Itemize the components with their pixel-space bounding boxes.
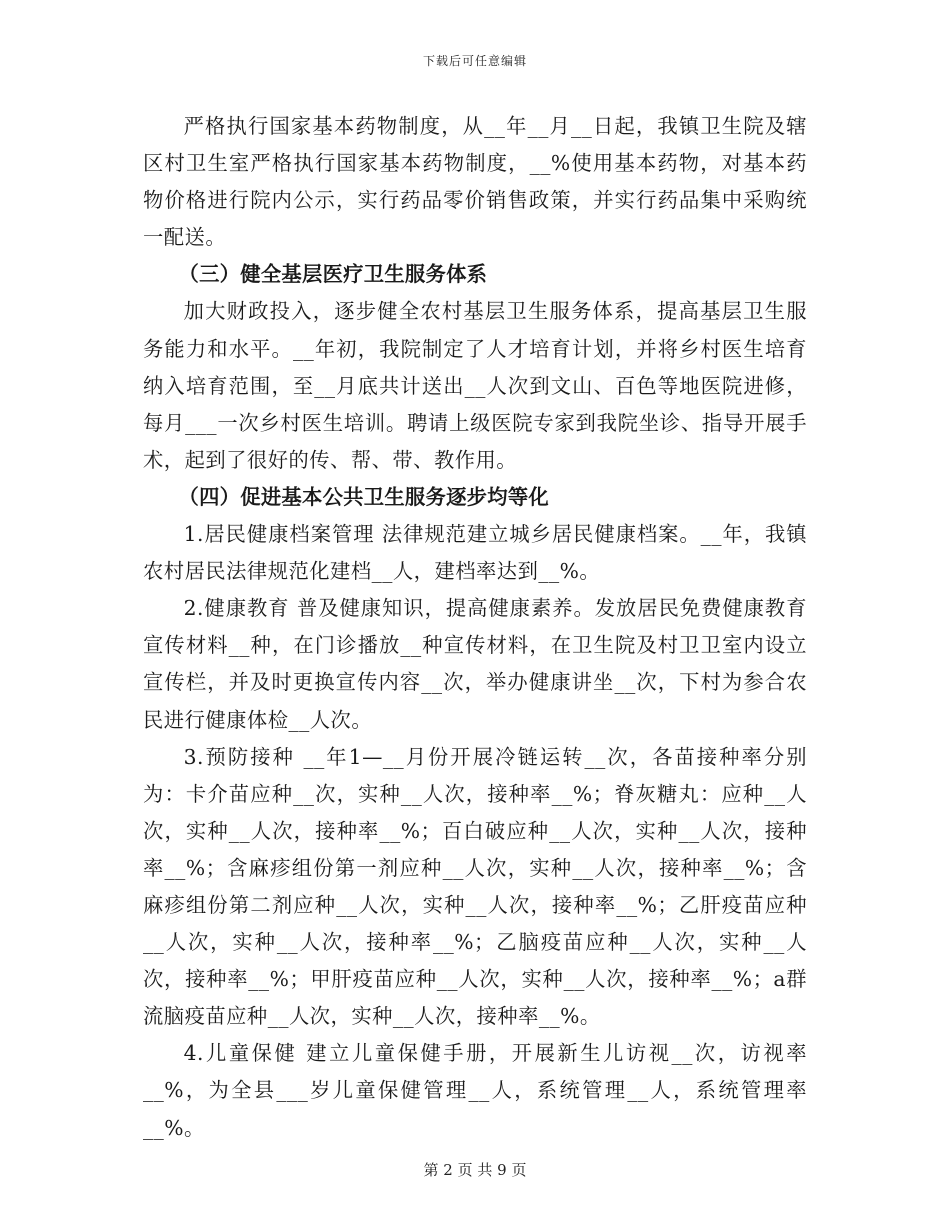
section-heading-3: （三）健全基层医疗卫生服务体系 — [178, 262, 488, 287]
page-footer: 第 2 页 共 9 页 — [423, 1161, 527, 1179]
paragraph-child-care: 4.儿童保健 建立儿童保健手册，开展新生儿访视__次，访视率__%，为全县___岁儿童保健管理__人，系统管理__人，系统管理率__%。 — [143, 1041, 807, 1140]
paragraph-service-system: 加大财政投入，逐步健全农村基层卫生服务体系，提高基层卫生服务能力和水平。__年初，我院制定了人才培育计划，并将乡村医生培育纳入培育范围，至__月底共计送出__人次到文山、百色等地医院进修，每月___一次乡村医生培训。聘请上级医院专家到我院坐诊、指导开展手术，起到了很好的传、帮、带、教作用。 — [143, 299, 807, 472]
paragraph-health-education: 2.健康教育 普及健康知识，提高健康素养。发放居民免费健康教育宣传材料__种，在门诊播放__种宣传材料，在卫生院及村卫卫室内设立宣传栏，并及时更换宣传内容__次，举办健康讲坐__次，下村为参合农民进行健康体检__人次。 — [143, 596, 807, 732]
document-body — [143, 108, 807, 1147]
page-header: 下载后可任意编辑 — [422, 54, 527, 68]
paragraph-health-records: 1.居民健康档案管理 法律规范建立城乡居民健康档案。__年，我镇农村居民法律规范化建档__人，建档率达到__%。 — [143, 522, 807, 584]
paragraph-essential-drugs: 严格执行国家基本药物制度，从__年__月__日起，我镇卫生院及辖区村卫生室严格执行国家基本药物制度，__%使用基本药物，对基本药物价格进行院内公示，实行药品零价销售政策，并实行药品集中采购统一配送。 — [143, 114, 807, 250]
paragraph-vaccination: 3.预防接种 __年1—__月份开展冷链运转__次，各苗接种率分别为：卡介苗应种__次，实种__人次，接种率__%；脊灰糖丸：应种__人次，实种__人次，接种率__%；百白破应种__人次，实种__人次，接种率__%；含麻疹组份第一剂应种__人次，实种__人次，接种率__%；含麻疹组份第二剂应种__人次，实种__人次，接种率__%；乙肝疫苗应种__人次，实种__人次，接种率__%；乙脑疫苗应种__人次，实种__人次，接种率__%；甲肝疫苗应种__人次，实种__人次，接种率__%；a群流脑疫苗应种__人次，实种__人次，接种率__%。 — [143, 744, 807, 1029]
section-heading-4: （四）促进基本公共卫生服务逐步均等化 — [178, 484, 549, 509]
